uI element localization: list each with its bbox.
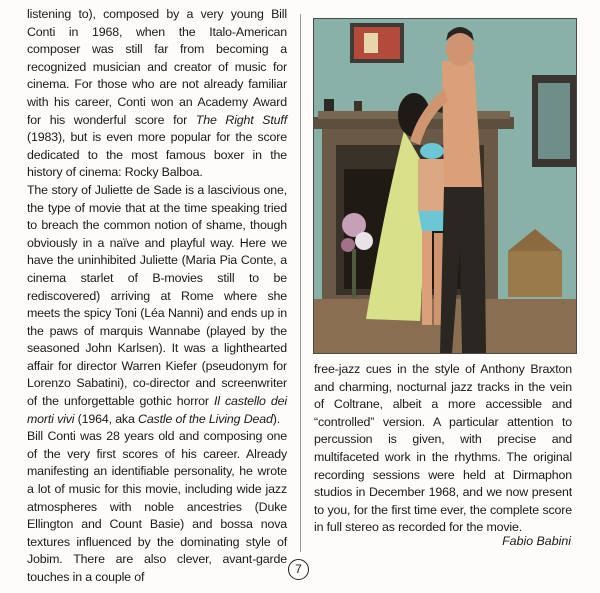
film-title: Il castello dei morti vivi bbox=[27, 394, 287, 426]
page-number-badge: 7 bbox=[288, 559, 309, 580]
text-run: (1983), but is even more popular for the score dedicated to the most famous boxer in the history of cinema: Rocky Balboa. bbox=[27, 130, 287, 180]
film-still-photo bbox=[313, 18, 577, 354]
film-title: Castle of the Living Dead bbox=[138, 411, 273, 426]
author-byline: Fabio Babini bbox=[502, 534, 571, 548]
text-run: ). bbox=[272, 411, 280, 426]
film-title: The Right Stuff bbox=[195, 112, 287, 127]
left-text-column bbox=[27, 6, 287, 587]
film-still-illustration bbox=[314, 19, 576, 353]
paragraph: free-jazz cues in the style of Anthony Braxton and charming, nocturnal jazz tracks in the vein of Coltrane, albeit a more accessible and “controlled” version. A particular attention to percussion is given, with precise and multifaceted work in the rhythms. The original recording sessions were held at Dirmaphon studios in December 1968, and we now present to you, for the first time ever, the complete score in full stereo as recorded for the movie. bbox=[314, 362, 572, 535]
paragraph: Bill Conti was 28 years old and composing one of the very first scores of his career. Already manifesting an identifiable personality, he wrote a lot of music for this movie, including wide jazz atmospheres with noble ancestries (Duke Ellington and Count Basie) and bossa nova textures influenced by the dominating style of Jobim. There are also clever, avant-garde touches in a couple of bbox=[27, 429, 287, 584]
right-text-column bbox=[314, 361, 572, 537]
column-divider bbox=[300, 14, 301, 552]
paragraph bbox=[27, 182, 287, 428]
paragraph bbox=[27, 6, 287, 182]
text-run: (1964, aka bbox=[74, 411, 139, 426]
text-run: listening to), composed by a very young Bill Conti in 1968, when the Italo-American composer was still far from becoming a recognized musician and creator of music for cinema. For those who are not already familiar with his career, Conti won an Academy Award for his wonderful score for bbox=[27, 7, 287, 127]
text-run: The story of Juliette de Sade is a lascivious one, the type of movie that at the time speaking tried to breach the common notion of shame, though obviously in a naïve and playful way. Here we have the uninhibited Juliette (Maria Pia Conte, a cinema starlet of B-movies still to be rediscovered) arriving at Rome where she meets the spicy Toni (Léa Nanni) and ends up in the paws of marquis Wannabe (played by the seasoned John Karlsen). It was a lighthearted affair for director Warren Kiefer (pseudonym for Lorenzo Sabatini), co-director and screenwriter of the unforgettable gothic horror bbox=[27, 182, 287, 409]
